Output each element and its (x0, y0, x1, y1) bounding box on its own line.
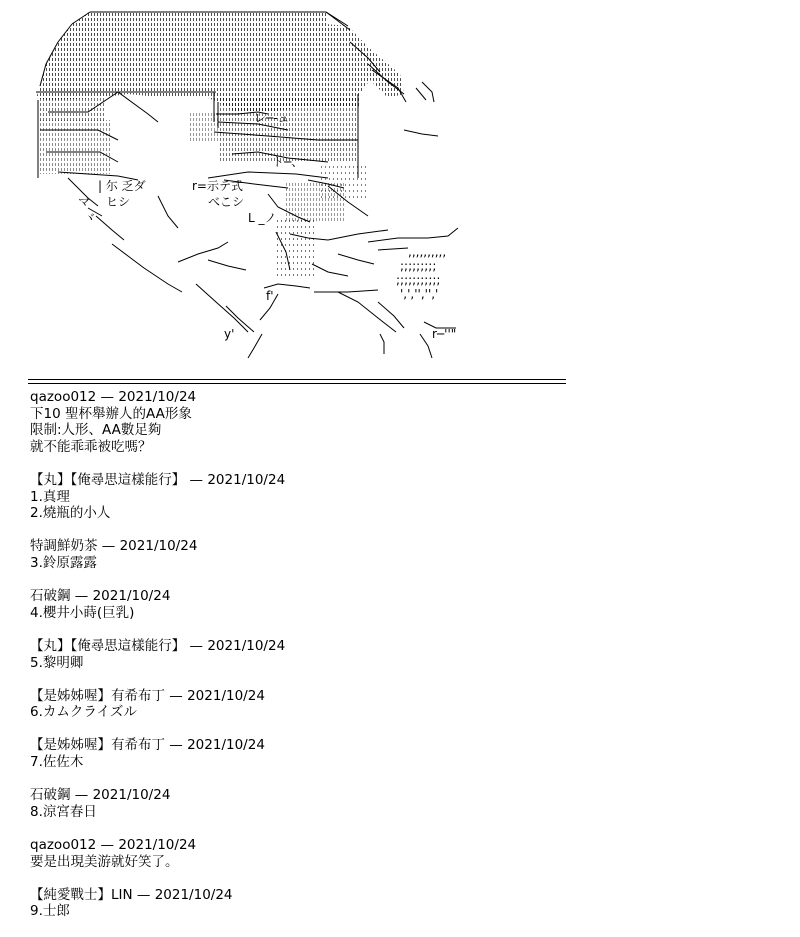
post-separator: — (189, 471, 204, 488)
comment-thread (30, 389, 570, 937)
post (30, 538, 570, 571)
svg-text:,,,,,,,,,,: ,,,,,,,,,, (408, 245, 447, 259)
section-divider (28, 379, 566, 384)
post-separator: — (100, 837, 115, 854)
post (30, 787, 570, 820)
post-body-line: 4.櫻井小蒔(巨乳) (30, 604, 135, 621)
post-author: 【純愛戰士】LIN (30, 886, 133, 903)
post-separator: — (189, 637, 204, 654)
svg-text:L _ノ: L _ノ (248, 211, 277, 225)
post-author: 石破鋼 (30, 787, 71, 804)
post-date: 2021/10/24 (207, 471, 286, 488)
post-body-line: 3.鈴原露露 (30, 554, 97, 571)
post-body-line: 6.カムクライズル (30, 704, 137, 721)
post-body-line: 就不能乖乖被吃嗎？ (30, 438, 152, 455)
svg-text:ト─、: ト─、 (272, 155, 304, 169)
post-separator: — (136, 886, 151, 903)
post (30, 737, 570, 770)
post (30, 638, 570, 671)
svg-text:r─''": r─''" (432, 327, 457, 341)
svg-text:y': y' (224, 327, 235, 341)
post-header (30, 389, 570, 406)
svg-text:;;;;;;;;;: ;;;;;;;;; (400, 259, 437, 273)
svg-text:マ: マ (78, 195, 91, 209)
post-author: 【是姊姊喔】有希布丁 (30, 737, 165, 754)
post-separator: — (101, 538, 116, 555)
post-author: qazoo012 (30, 389, 97, 405)
svg-text:f': f' (266, 289, 274, 303)
post-body-line: 要是出現美游就好笑了。 (30, 853, 179, 870)
post-body-line: 下10 聖杯舉辦人的AA形象 (30, 405, 192, 422)
post-date: 2021/10/24 (92, 588, 171, 605)
post-date: 2021/10/24 (118, 389, 197, 405)
post-header (30, 638, 570, 655)
post (30, 472, 570, 522)
post-body-line: 限制:人形、AA數足夠 (30, 422, 162, 439)
post (30, 588, 570, 621)
post (30, 887, 570, 920)
post-separator: — (169, 687, 183, 704)
svg-text:ヾ: ヾ (84, 211, 97, 225)
post-separator: — (100, 389, 115, 405)
post-author: qazoo012 (30, 837, 97, 854)
post-author: 【丸】【俺尋思這樣能行】 (30, 637, 186, 654)
post-header (30, 472, 570, 489)
post-author: 【是姊姊喔】有希布丁 (30, 687, 165, 704)
post-separator: — (169, 737, 183, 754)
post (30, 688, 570, 721)
post-date: 2021/10/24 (187, 737, 265, 754)
post-date: 2021/10/24 (92, 787, 171, 804)
post-author: 石破鋼 (30, 588, 71, 605)
post-header (30, 887, 570, 904)
svg-text:レ─‐ュ: レ─‐ュ (254, 111, 290, 125)
post-header (30, 837, 570, 854)
post-separator: — (74, 787, 89, 804)
post-date: 2021/10/24 (154, 886, 233, 903)
svg-text:| 尓 乏ダ: | 尓 乏ダ (98, 179, 146, 193)
post-date: 2021/10/24 (187, 687, 265, 704)
ascii-art-figure (28, 2, 488, 370)
svg-text:;;;;;;;;;;;: ;;;;;;;;;;; (396, 273, 441, 287)
post-body-line: 9.士郎 (30, 903, 70, 920)
hair-shading (36, 12, 404, 277)
svg-text:べこシ: べこシ (208, 195, 245, 209)
post-date: 2021/10/24 (118, 837, 197, 854)
post-author: 【丸】【俺尋思這樣能行】 (30, 471, 186, 488)
svg-text:ヒシ: ヒシ (106, 195, 131, 209)
ascii-art-illustration (28, 2, 488, 370)
post-date: 2021/10/24 (207, 637, 286, 654)
post-date: 2021/10/24 (119, 538, 198, 555)
post (30, 389, 570, 455)
svg-text:r=示テ式: r=示テ式 (192, 179, 243, 193)
post-body-line: 8.涼宮春日 (30, 803, 97, 820)
post-body-line: 2.燒瓶的小人 (30, 505, 111, 522)
post-body-line: 5.黎明卿 (30, 654, 84, 671)
post-separator: — (74, 588, 89, 605)
post (30, 837, 570, 870)
post-author: 特調鮮奶茶 (30, 538, 98, 555)
post-body-line: 7.佐佐木 (30, 754, 84, 771)
post-header (30, 688, 570, 705)
svg-text:',','','',': ',','','',' (400, 287, 439, 301)
post-header (30, 787, 570, 804)
post-header (30, 588, 570, 605)
post-body-line: 1.真理 (30, 488, 70, 505)
post-header (30, 538, 570, 555)
post-header (30, 737, 570, 754)
